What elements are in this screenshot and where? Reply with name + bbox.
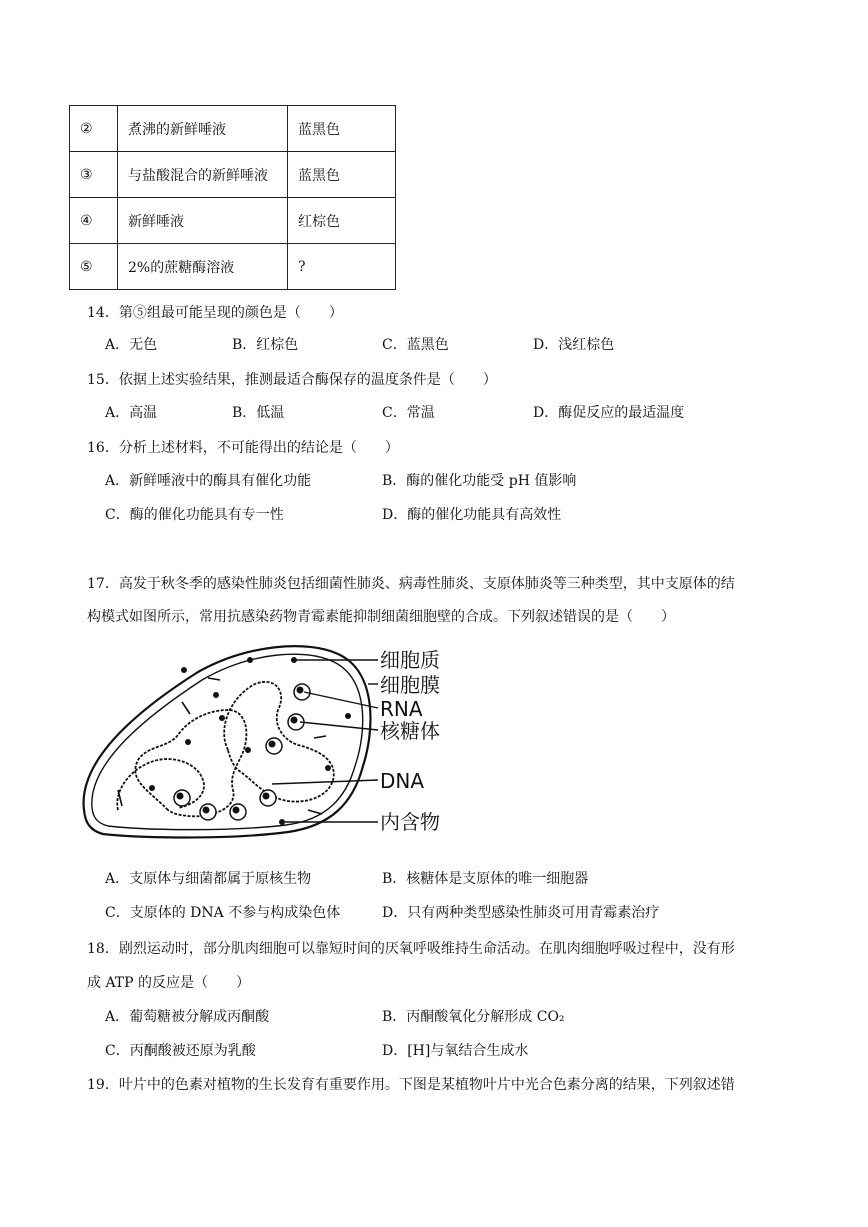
q18-option-a[interactable]: A．葡萄糖被分解成丙酮酸 xyxy=(105,1009,270,1025)
q18-option-d[interactable]: D．[H]与氧结合生成水 xyxy=(382,1043,529,1059)
q15-option-a[interactable]: A．高温 xyxy=(105,405,158,421)
q16-option-c[interactable]: C．酶的催化功能具有专一性 xyxy=(105,507,284,523)
row-color: ? xyxy=(288,244,396,290)
dna-loop-1 xyxy=(135,710,246,816)
q18-stem-line2: 成 ATP 的反应是（ ） xyxy=(87,975,251,991)
label-inclusion: 内含物 xyxy=(380,810,440,834)
table-row xyxy=(70,198,396,244)
q17-option-a[interactable]: A．支原体与细菌都属于原核生物 xyxy=(105,871,312,887)
mycoplasma-diagram xyxy=(78,640,458,840)
q15-stem: 15．依据上述实验结果，推测最适合酶保存的温度条件是（ ） xyxy=(87,372,497,388)
cell-membrane-inner xyxy=(92,654,363,829)
table-row xyxy=(70,106,396,152)
q17-option-d[interactable]: D．只有两种类型感染性肺炎可用青霉素治疗 xyxy=(382,905,660,921)
q14-option-d[interactable]: D．浅红棕色 xyxy=(533,337,615,353)
row-material: 与盐酸混合的新鲜唾液 xyxy=(118,152,288,198)
q18-stem-line1: 18．剧烈运动时，部分肌肉细胞可以靠短时间的厌氧呼吸维持生命活动。在肌肉细胞呼吸过程中，没有形 xyxy=(87,941,735,957)
row-number: ④ xyxy=(70,198,118,244)
row-color: 蓝黑色 xyxy=(288,106,396,152)
q15-option-c[interactable]: C．常温 xyxy=(382,405,435,421)
row-number: ③ xyxy=(70,152,118,198)
q17-option-b[interactable]: B．核糖体是支原体的唯一细胞器 xyxy=(382,871,589,887)
q18-option-b[interactable]: B．丙酮酸氧化分解形成 CO₂ xyxy=(382,1009,565,1025)
row-material: 新鲜唾液 xyxy=(118,198,288,244)
row-number: ② xyxy=(70,106,118,152)
row-material: 2%的蔗糖酶溶液 xyxy=(118,244,288,290)
label-membrane: 细胞膜 xyxy=(380,673,440,697)
q16-option-d[interactable]: D．酶的催化功能具有高效性 xyxy=(382,507,562,523)
q18-option-c[interactable]: C．丙酮酸被还原为乳酸 xyxy=(105,1043,256,1059)
label-dna: DNA xyxy=(380,769,425,793)
q16-option-b[interactable]: B．酶的催化功能受 pH 值影响 xyxy=(382,473,577,489)
q15-option-b[interactable]: B．低温 xyxy=(232,405,285,421)
q17-stem-line1: 17．高发于秋冬季的感染性肺炎包括细菌性肺炎、病毒性肺炎、支原体肺炎等三种类型，其中支原体的结 xyxy=(87,576,735,592)
q14-option-c[interactable]: C．蓝黑色 xyxy=(382,337,449,353)
q16-option-a[interactable]: A．新鲜唾液中的酶具有催化功能 xyxy=(105,473,312,489)
results-table xyxy=(69,105,396,290)
row-color: 红棕色 xyxy=(288,198,396,244)
label-cytoplasm: 细胞质 xyxy=(380,648,440,672)
row-material: 煮沸的新鲜唾液 xyxy=(118,106,288,152)
ribosome-group xyxy=(174,684,310,820)
q14-option-a[interactable]: A．无色 xyxy=(105,337,158,353)
label-ribosome: 核糖体 xyxy=(380,719,440,743)
row-color: 蓝黑色 xyxy=(288,152,396,198)
q17-option-c[interactable]: C．支原体的 DNA 不参与构成染色体 xyxy=(105,905,341,921)
q17-stem-line2: 构模式如图所示，常用抗感染药物青霉素能抑制细菌细胞壁的合成。下列叙述错误的是（ ） xyxy=(87,609,675,625)
q16-stem: 16．分析上述材料，不可能得出的结论是（ ） xyxy=(87,440,399,456)
q14-stem: 14．第⑤组最可能呈现的颜色是（ ） xyxy=(87,305,343,321)
label-rna: RNA xyxy=(380,697,423,721)
row-number: ⑤ xyxy=(70,244,118,290)
table-row xyxy=(70,152,396,198)
table-row xyxy=(70,244,396,290)
q19-stem-line1: 19．叶片中的色素对植物的生长发育有重要作用。下图是某植物叶片中光合色素分离的结果，下列叙述错 xyxy=(87,1077,735,1093)
q15-option-d[interactable]: D．酶促反应的最适温度 xyxy=(533,405,685,421)
label-lines xyxy=(272,660,378,822)
q14-option-b[interactable]: B．红棕色 xyxy=(232,337,299,353)
